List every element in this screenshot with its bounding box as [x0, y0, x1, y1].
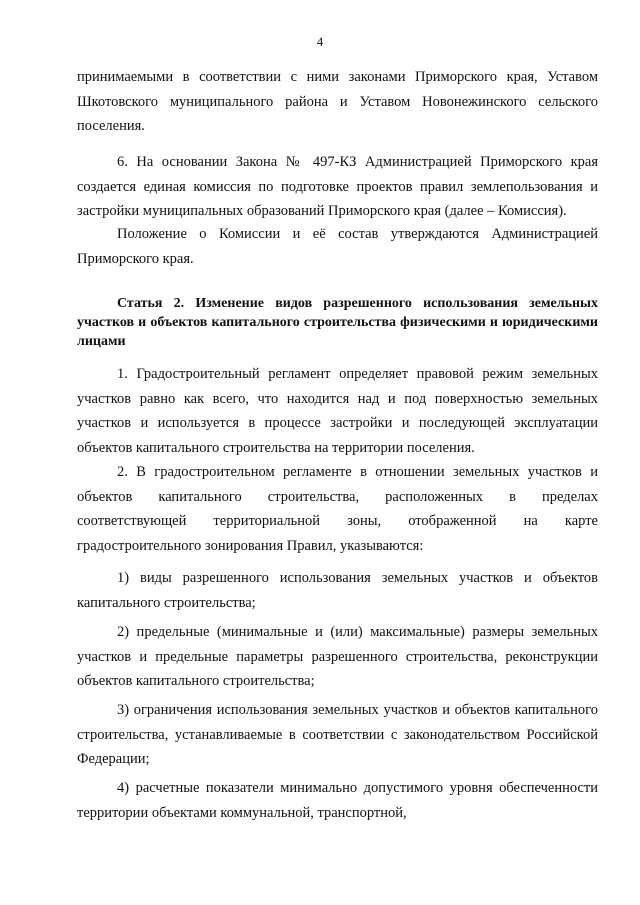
page-number: 4 — [316, 34, 324, 49]
paragraph-item-6: 6. На основании Закона № 497-КЗ Администрацией Приморского края создается единая комиссия по подготовке проектов правил землепользования и застройки муниципальных образований Приморского края (далее – Комиссия). — [77, 154, 598, 219]
paragraph-subitem-3: 3) ограничения использования земельных участков и объектов капитального строительства, устанавливаемые в соответствии с законодательством Российской Федерации; — [77, 702, 598, 767]
paragraph-article-item-2: 2. В градостроительном регламенте в отношении земельных участков и объектов капитального строительства, расположенных в пределах соответствующей территориальной зоны, отображенной на карте градостроительного зонирования Правил, указываются: — [77, 464, 598, 554]
paragraph-article-item-1: 1. Градостроительный регламент определяет правовой режим земельных участков равно как всего, что находится над и под поверхностью земельных участков и используется в процессе застройки и последующей эксплуатации объектов капитального строительства на территории поселения. — [77, 366, 598, 456]
paragraph-continuation: принимаемыми в соответствии с ними законами Приморского края, Уставом Шкотовского муниципального района и Уставом Новонежинского сельского поселения. — [77, 69, 598, 134]
paragraph-subitem-1: 1) виды разрешенного использования земельных участков и объектов капитального строительства; — [77, 570, 598, 611]
paragraph-subitem-2: 2) предельные (минимальные и (или) максимальные) размеры земельных участков и предельные параметры разрешенного строительства, реконструкции объектов капитального строительства; — [77, 624, 598, 689]
paragraph-commission: Положение о Комиссии и её состав утверждаются Администрацией Приморского края. — [77, 226, 598, 267]
article-heading: Статья 2. Изменение видов разрешенного использования земельных участков и объектов капитального строительства физическими и юридическими лицами — [77, 296, 598, 349]
paragraph-subitem-4: 4) расчетные показатели минимально допустимого уровня обеспеченности территории объектами коммунальной, транспортной, — [77, 780, 598, 821]
